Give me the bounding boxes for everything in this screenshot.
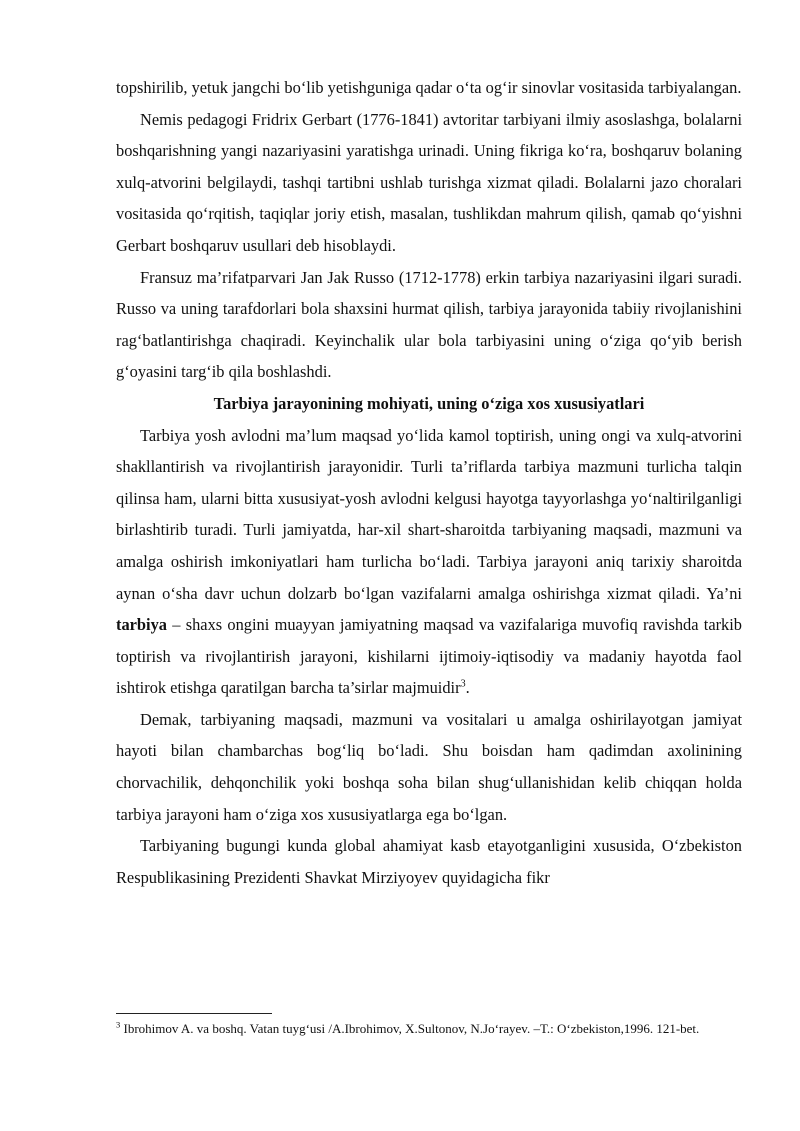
paragraph-president: Tarbiyaning bugungi kunda global ahamiyat kasb etayotganligini xususida, O‘zbekiston Respublikasining Prezidenti Shavkat Mirziyoyev quyidagicha fikr	[116, 836, 742, 887]
definition-term: tarbiya	[116, 615, 167, 635]
paragraph-russo: Fransuz ma’rifatparvari Jan Jak Russo (1712-1778) erkin tarbiya nazariyasini ilgari suradi. Russo va uning tarafdorlari bola shaxsini hurmat qilish, tarbiya jarayonida tabiiy rivojlanishini rag‘batlantirishga chaqiradi. Keyinchalik ular bola tarbiyasini uning o‘ziga qo‘yib berish g‘oyasini targ‘ib qila boshlashdi.	[116, 267, 742, 382]
definition-text-end: – shaxs ongini muayyan jamiyatning maqsad va vazifalariga muvofiq ravishda tarkib toptirish va rivojlantirish jarayoni, kishilarni ijtimoiy-iqtisodiy va madaniy hayotda faol ishtirok etishga qaratilgan barcha ta’sirlar majmuidir	[116, 615, 742, 698]
paragraph-definition	[116, 420, 742, 704]
body-text	[116, 72, 742, 893]
definition-period: .	[465, 678, 470, 698]
section-heading: Tarbiya jarayonining mohiyati, uning o‘ziga xos xususiyatlari	[213, 393, 645, 413]
footnote-text: Ibrohimov A. va boshq. Vatan tuyg‘usi /A.Ibrohimov, X.Sultonov, N.Jo‘rayev. –T.: O‘zbekiston,1996. 121-bet.	[120, 1021, 700, 1036]
definition-text-start: Tarbiya yosh avlodni ma’lum maqsad yo‘lida kamol toptirish, uning ongi va xulq-atvorini shakllantirish va rivojlantirish jarayonidir. Turli ta’riflarda tarbiya mazmuni turlicha talqin qilinsa ham, ularni bitta xususiyat-yosh avlodni kelgusi hayotga tayyorlashga yo‘naltirilganligi birlashtirib turadi. Turli jamiyatda, har-xil shart-sharoitda tarbiyaning maqsadi, mazmuni va amalga oshirish imkoniyatlari ham turlicha bo‘ladi. Tarbiya jarayoni aniq tarixiy sharoitda aynan o‘sha davr uchun dolzarb bo‘lgan vazifalarni amalga oshirishga xizmat qiladi. Ya’ni	[116, 425, 742, 603]
footnote	[116, 1018, 742, 1039]
footnote-number: 3	[116, 1019, 121, 1030]
footnote-ref[interactable]: 3	[460, 678, 466, 690]
footnote-divider	[116, 1013, 272, 1014]
paragraph-society: Demak, tarbiyaning maqsadi, mazmuni va vositalari u amalga oshirilayotgan jamiyat hayoti bilan chambarchas bog‘liq bo‘ladi. Shu boisdan ham qadimdan axolinining chorvachilik, dehqonchilik yoki boshqa soha bilan shug‘ullanishidan kelib chiqqan holda tarbiya jarayoni ham o‘ziga xos xususiyatlarga ega bo‘lgan.	[116, 709, 742, 824]
paragraph-gerbart: Nemis pedagogi Fridrix Gerbart (1776-1841) avtoritar tarbiyani ilmiy asoslashga, bolalarni boshqarishning yangi nazariyasini yaratishga urinadi. Uning fikriga ko‘ra, boshqaruv bolaning xulq-atvorini belgilaydi, tashqi tartibni ushlab turishga xizmat qiladi. Bolalarni jazo choralari vositasida qo‘rqitish, taqiqlar joriy etish, masalan, tushlikdan mahrum qilish, qamab qo‘yishni Gerbart boshqaruv usullari deb hisoblaydi.	[116, 109, 742, 255]
paragraph-continued: topshirilib, yetuk jangchi bo‘lib yetishguniga qadar o‘ta og‘ir sinovlar vositasida tarbiyalangan.	[116, 78, 742, 97]
